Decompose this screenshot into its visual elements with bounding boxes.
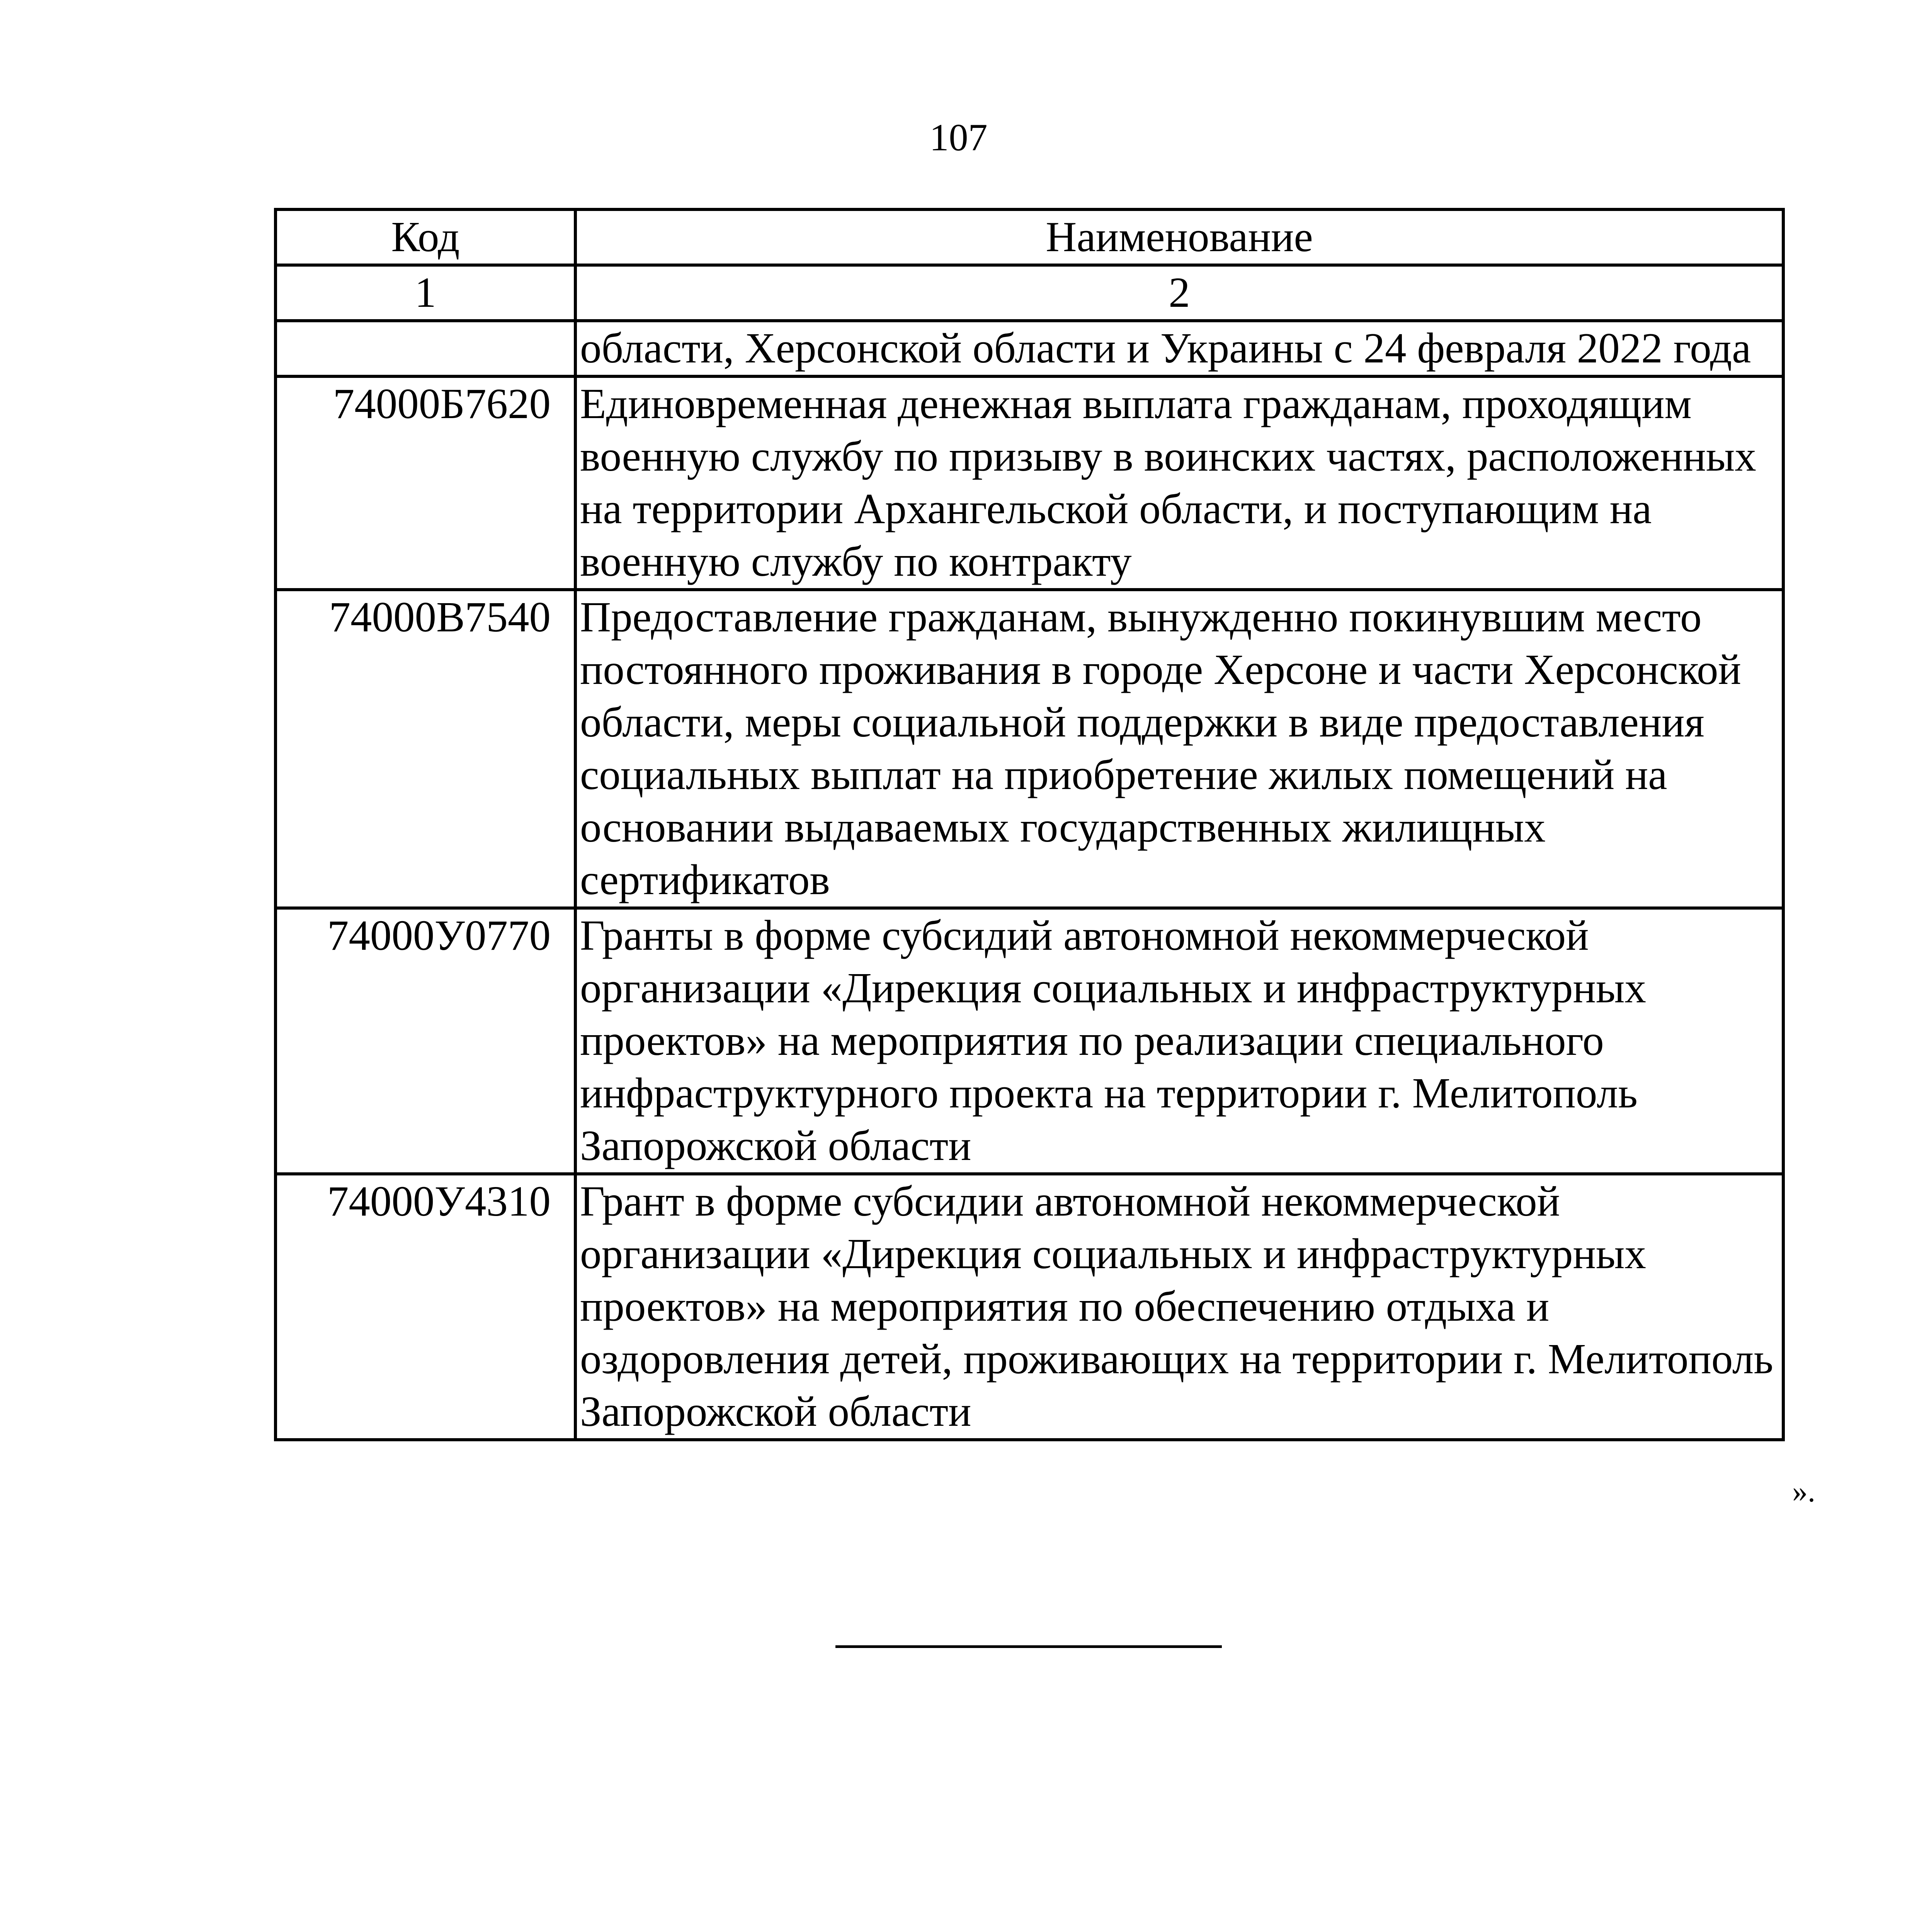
header-code: Код (276, 209, 575, 265)
row-code (276, 321, 575, 376)
table-row (276, 321, 1783, 376)
row-code: 74000В7540 (276, 590, 575, 908)
budget-code-table (274, 208, 1785, 1441)
table-row (276, 908, 1783, 1174)
row-code: 74000У0770 (276, 908, 575, 1174)
row-name: Предоставление гражданам, вынужденно покинувшим место постоянного проживания в городе Херсоне и части Херсонской области, меры социальной поддержки в виде предоставления социальных выплат на приобретение жилых помещений на основании выдаваемых государственных жилищных сертификатов (575, 590, 1783, 908)
row-name: Гранты в форме субсидий автономной некоммерческой организации «Дирекция социальных и инфраструктурных проектов» на мероприятия по реализации специального инфраструктурного проекта на территории г. Мелитополь Запорожской области (575, 908, 1783, 1174)
row-name: Грант в форме субсидии автономной некоммерческой организации «Дирекция социальных и инфраструктурных проектов» на мероприятия по обеспечению отдыха и оздоровления детей, проживающих на территории г. Мелитополь Запорожской области (575, 1174, 1783, 1440)
header-name: Наименование (575, 209, 1783, 265)
row-name: Единовременная денежная выплата гражданам, проходящим военную службу по призыву в воинских частях, расположенных на территории Архангельской области, и поступающим на военную службу по контракту (575, 376, 1783, 590)
table-row (276, 376, 1783, 590)
page-number: 107 (929, 116, 988, 159)
row-code: 74000У4310 (276, 1174, 575, 1440)
table-header-row (276, 209, 1783, 265)
row-name: области, Херсонской области и Украины с 24 февраля 2022 года (575, 321, 1783, 376)
column-number-name: 2 (575, 265, 1783, 321)
column-number-row (276, 265, 1783, 321)
table-row (276, 590, 1783, 908)
table-row (276, 1174, 1783, 1440)
column-number-code: 1 (276, 265, 575, 321)
row-code: 74000Б7620 (276, 376, 575, 590)
end-divider-line (835, 1645, 1222, 1648)
closing-quote-mark: ». (1792, 1475, 1815, 1509)
